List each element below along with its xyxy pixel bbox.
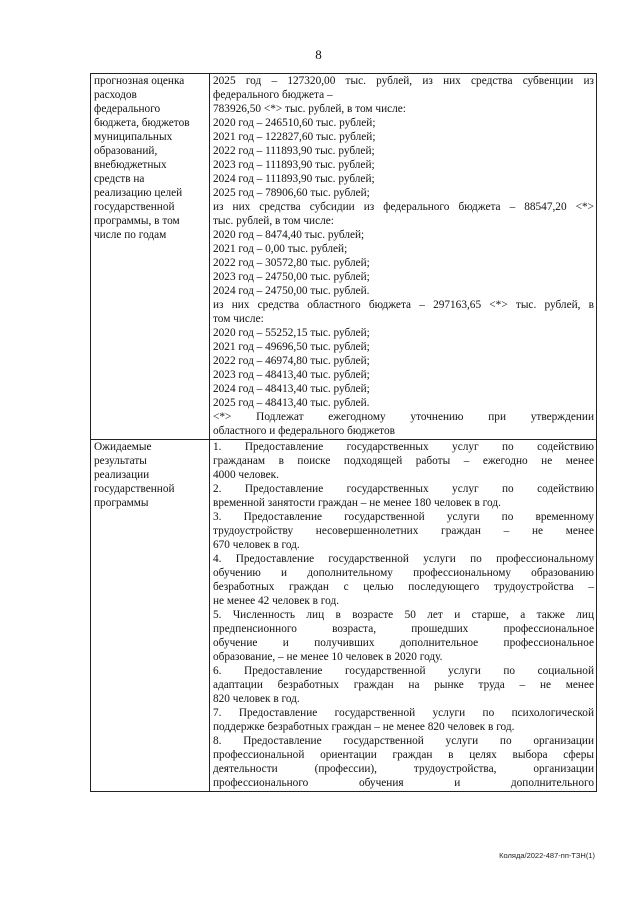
label-line: муниципальных <box>94 131 173 143</box>
content-line: 2023 год – 111893,90 тыс. рублей; <box>213 159 375 171</box>
content-line: 2020 год – 8474,40 тыс. рублей; <box>213 229 365 241</box>
label-line: бюджета, бюджетов <box>94 117 190 129</box>
label-line: программы <box>94 497 149 509</box>
label-line: Ожидаемые <box>94 441 152 453</box>
content-line: профессионального обучения и дополнительного <box>213 777 594 789</box>
page-number: 8 <box>315 47 322 62</box>
content-line: 820 человек в год. <box>213 693 300 705</box>
label-line: реализацию целей <box>94 187 183 199</box>
label-cell-budget <box>91 74 210 440</box>
table-row-budget <box>91 74 597 440</box>
content-line: профессиональной ориентации граждан в целях выбора сферы <box>213 749 594 761</box>
table-row-results <box>91 440 597 792</box>
label-line: государственной <box>94 201 175 213</box>
content-line: обучение и получивших дополнительное профессиональное <box>213 637 594 649</box>
content-line: деятельности (профессии), трудоустройства, организации <box>213 763 594 775</box>
content-line: 2021 год – 122827,60 тыс. рублей; <box>213 131 376 143</box>
content-line: гражданам в поиске подходящей работы – ежегодно не менее <box>213 455 594 467</box>
content-line: 2023 год – 48413,40 тыс. рублей; <box>213 369 370 381</box>
content-line: 2020 год – 246510,60 тыс. рублей; <box>213 117 376 129</box>
content-line: тыс. рублей, в том числе: <box>213 215 334 227</box>
content-line: 2023 год – 24750,00 тыс. рублей; <box>213 271 370 283</box>
content-line: 2022 год – 111893,90 тыс. рублей; <box>213 145 375 157</box>
label-line: расходов <box>94 89 137 101</box>
content-line: том числе: <box>213 313 264 325</box>
content-line: 2024 год – 24750,00 тыс. рублей. <box>213 285 370 297</box>
content-line: временной занятости граждан – не менее 180 человек в год. <box>213 497 501 509</box>
document-footer-code: Коляда/2022-487-пп-ТЗН(1) <box>499 851 595 860</box>
content-line: 2022 год – 30572,80 тыс. рублей; <box>213 257 370 269</box>
content-line: 2021 год – 49696,50 тыс. рублей; <box>213 341 370 353</box>
content-line: 783926,50 <*> тыс. рублей, в том числе: <box>213 103 406 115</box>
label-line: образований, <box>94 145 158 157</box>
content-line: 2022 год – 46974,80 тыс. рублей; <box>213 355 370 367</box>
label-line: прогнозная оценка <box>94 75 185 87</box>
content-line: 4. Предоставление государственной услуги по профессиональному <box>213 553 594 565</box>
content-line: не менее 42 человек в год. <box>213 595 340 607</box>
content-line: 2020 год – 55252,15 тыс. рублей; <box>213 327 370 339</box>
label-line: средств на <box>94 173 145 185</box>
content-line: трудоустройству несовершеннолетних граждан – не менее <box>213 525 594 537</box>
content-line: предпенсионного возраста, прошедших профессиональное <box>213 623 594 635</box>
label-line: реализации <box>94 469 150 481</box>
label-line: государственной <box>94 483 175 495</box>
content-line: поддержке безработных граждан – не менее 820 человек в год. <box>213 721 515 733</box>
content-line: из них средства субсидии из федерального бюджета – 88547,20 <*> <box>213 201 594 213</box>
label-line: федерального <box>94 103 161 115</box>
label-line: числе по годам <box>94 229 167 241</box>
content-line: обучению и дополнительному профессиональному образованию <box>213 567 594 579</box>
content-line: адаптации безработных граждан на рынке труда – не менее <box>213 679 594 691</box>
content-line: 8. Предоставление государственной услуги по организации <box>213 735 594 747</box>
content-line: 2024 год – 111893,90 тыс. рублей; <box>213 173 375 185</box>
label-cell-results <box>91 440 210 792</box>
content-line: федерального бюджета – <box>213 89 333 101</box>
content-line: безработных граждан с целью последующего трудоустройства – <box>213 581 594 593</box>
content-line: 2025 год – 48413,40 тыс. рублей. <box>213 397 370 409</box>
program-passport-table <box>90 73 597 792</box>
content-line: <*> Подлежат ежегодному уточнению при утверждении <box>213 411 594 423</box>
content-line: 670 человек в год. <box>213 539 300 551</box>
label-line: программы, в том <box>94 215 180 227</box>
content-line: 2021 год – 0,00 тыс. рублей; <box>213 243 348 255</box>
content-line: 1. Предоставление государственных услуг по содействию <box>213 441 594 453</box>
label-line: результаты <box>94 455 147 467</box>
content-line: областного и федерального бюджетов <box>213 425 395 437</box>
content-line: образование, – не менее 10 человек в 2020 году. <box>213 651 443 663</box>
content-line: 7. Предоставление государственной услуги по психологической <box>213 707 594 719</box>
content-line: из них средства областного бюджета – 297163,65 <*> тыс. рублей, в <box>213 299 594 311</box>
content-line: 2. Предоставление государственных услуг по содействию <box>213 483 594 495</box>
content-line: 2025 год – 78906,60 тыс. рублей; <box>213 187 370 199</box>
content-line: 3. Предоставление государственной услуги по временному <box>213 511 594 523</box>
content-line: 6. Предоставление государственной услуги по социальной <box>213 665 594 677</box>
content-cell-budget <box>210 74 597 440</box>
content-cell-results <box>210 440 597 792</box>
content-line: 4000 человек. <box>213 469 279 481</box>
content-line: 2025 год – 127320,00 тыс. рублей, из них средства субвенции из <box>213 75 594 87</box>
content-line: 5. Численность лиц в возрасте 50 лет и старше, а также лиц <box>213 609 594 621</box>
label-line: внебюджетных <box>94 159 167 171</box>
content-line: 2024 год – 48413,40 тыс. рублей; <box>213 383 370 395</box>
